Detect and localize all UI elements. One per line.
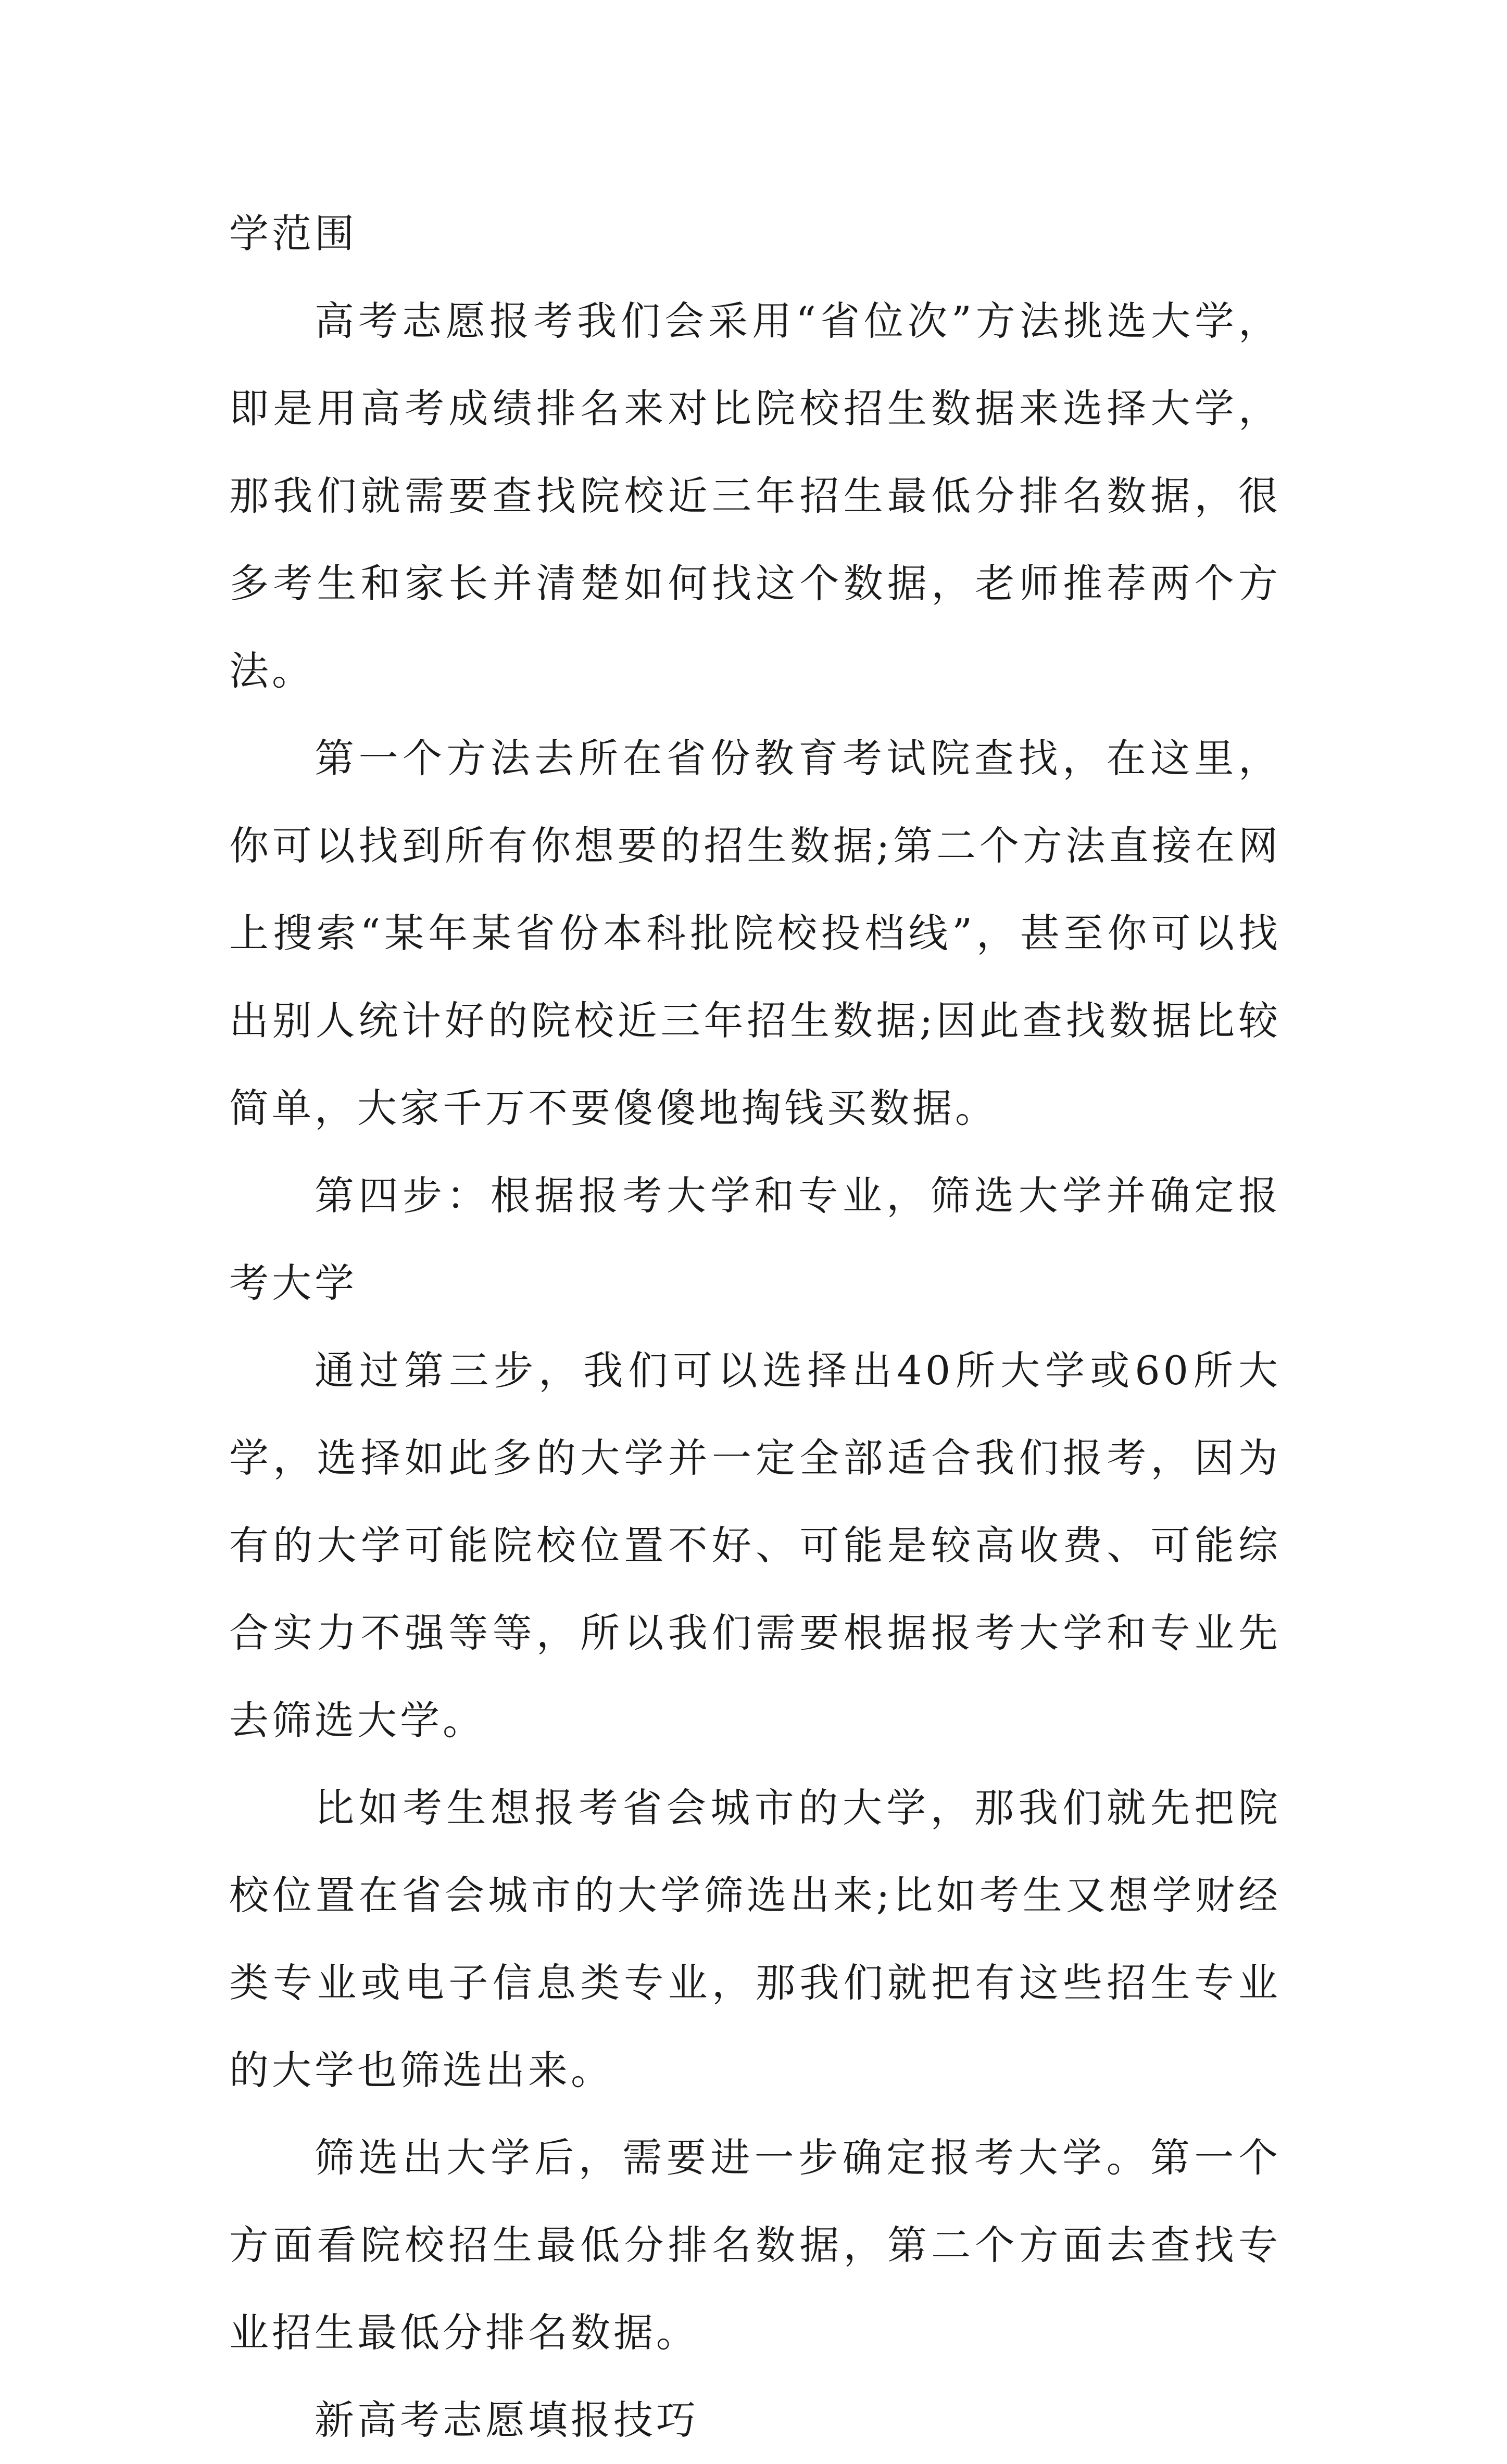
paragraph-continuation: 学范围 <box>229 210 357 257</box>
paragraph: 高考志愿报考我们会采用“省位次”方法挑选大学，即是用高考成绩排名来对比院校招生数据来选择大学，那我们就需要查找院校近三年招生最低分排名数据，很多考生和家长并清楚如何找这个数据，老师推荐两个方法。 <box>229 298 1281 694</box>
paragraph: 第一个方法去所在省份教育考试院查找，在这里，你可以找到所有你想要的招生数据;第二个方法直接在网上搜索“某年某省份本科批院校投档线”，甚至你可以找出别人统计好的院校近三年招生数据;因此查找数据比较简单，大家千万不要傻傻地掏钱买数据。 <box>229 735 1281 1131</box>
paragraph: 比如考生想报考省会城市的大学，那我们就先把院校位置在省会城市的大学筛选出来;比如考生又想学财经类专业或电子信息类专业，那我们就把有这些招生专业的大学也筛选出来。 <box>229 1785 1281 2093</box>
paragraph: 筛选出大学后，需要进一步确定报考大学。第一个方面看院校招生最低分排名数据，第二个方面去查找专业招生最低分排名数据。 <box>229 2134 1281 2356</box>
paragraph: 通过第三步，我们可以选择出40所大学或60所大学，选择如此多的大学并一定全部适合我们报考，因为有的大学可能院校位置不好、可能是较高收费、可能综合实力不强等等，所以我们需要根据报考大学和专业先去筛选大学。 <box>229 1347 1281 1743</box>
document-body <box>229 190 1281 2464</box>
step-heading: 第四步：根据报考大学和专业，筛选大学并确定报考大学 <box>229 1172 1281 1306</box>
section-heading: 新高考志愿填报技巧 <box>315 2397 699 2443</box>
